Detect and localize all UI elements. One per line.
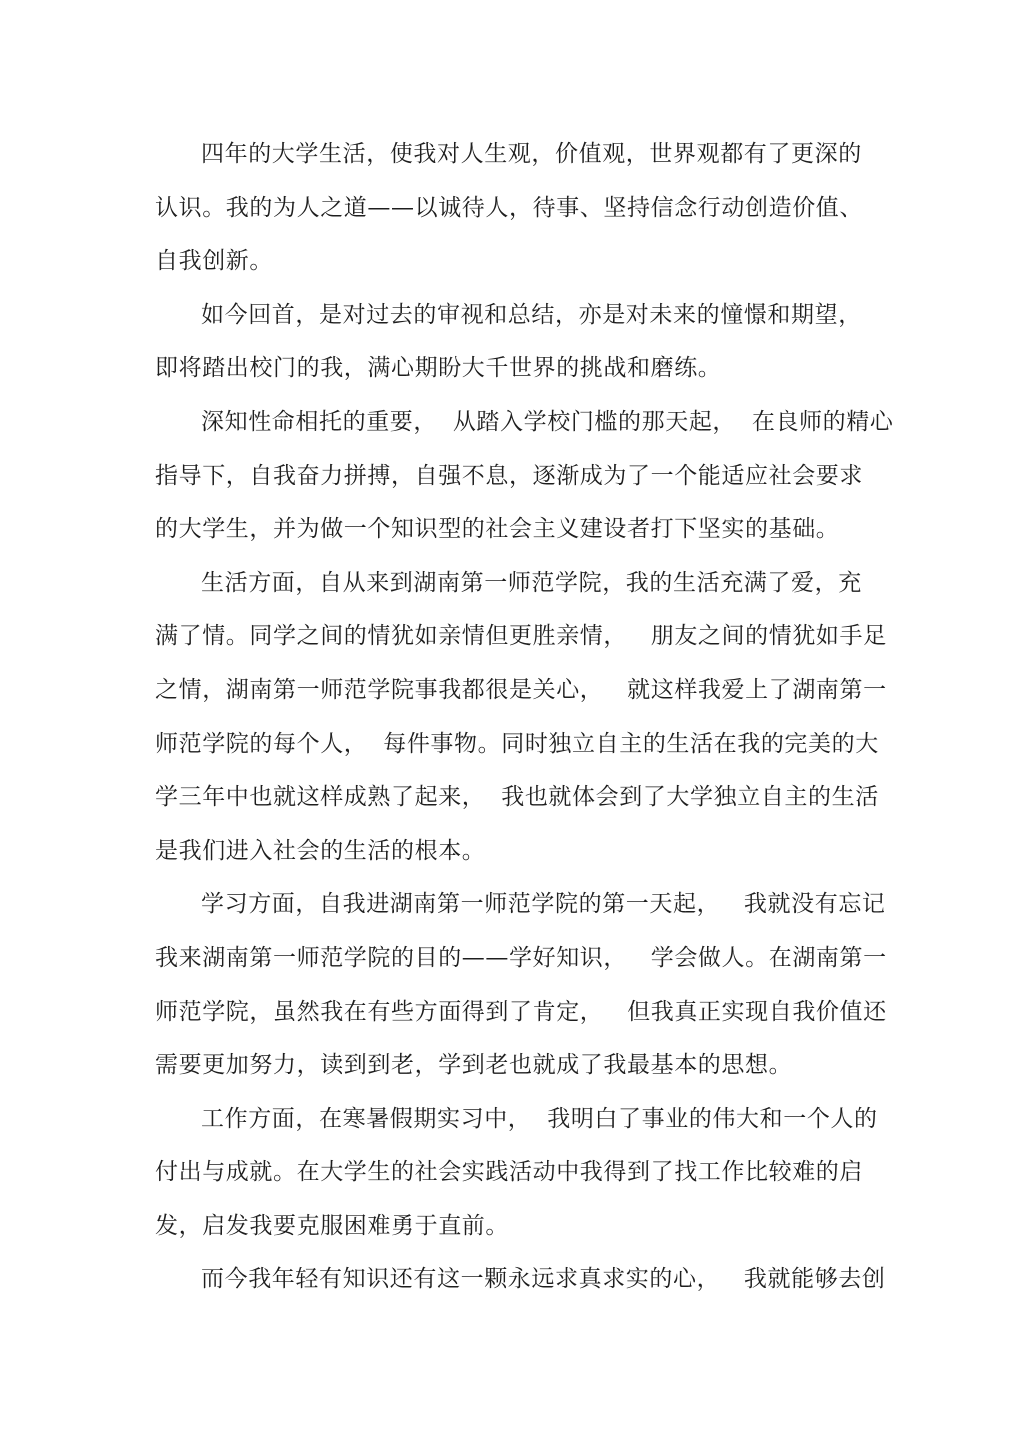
text-line: 如今回首，是对过去的审视和总结，亦是对未来的憧憬和期望，: [201, 301, 862, 328]
text-line: 自我创新。: [155, 248, 273, 275]
text-line: 学习方面，自我进湖南第一师范学院的第一天起， 我就没有忘记: [201, 891, 886, 918]
text-line: 之情，湖南第一师范学院事我都很是关心， 就这样我爱上了湖南第一: [155, 676, 887, 703]
text-line: 生活方面，自从来到湖南第一师范学院，我的生活充满了爱，充: [201, 569, 862, 596]
text-line: 而今我年轻有知识还有这一颗永远求真求实的心， 我就能够去创: [201, 1266, 886, 1293]
text-line: 付出与成就。在大学生的社会实践活动中我得到了找工作比较难的启: [155, 1159, 863, 1186]
text-line: 学三年中也就这样成熟了起来， 我也就体会到了大学独立自主的生活: [155, 784, 879, 811]
text-line: 四年的大学生活，使我对人生观，价值观，世界观都有了更深的: [201, 141, 862, 167]
paragraph: [155, 557, 887, 879]
paragraph: [155, 1253, 886, 1307]
document-body: [155, 128, 894, 1307]
paragraph: [155, 1093, 878, 1254]
text-line: 师范学院，虽然我在有些方面得到了肯定， 但我真正实现自我价值还: [155, 998, 887, 1025]
text-line: 深知性命相托的重要， 从踏入学校门槛的那天起， 在良师的精心: [201, 408, 894, 435]
text-line: 工作方面，在寒暑假期实习中， 我明白了事业的伟大和一个人的: [201, 1105, 878, 1132]
text-line: 发，启发我要克服困难勇于直前。: [155, 1212, 509, 1239]
paragraph: [155, 396, 894, 557]
text-line: 需要更加努力，读到到老，学到老也就成了我最基本的思想。: [155, 1052, 793, 1079]
text-line: 指导下，自我奋力拼搏，自强不息，逐渐成为了一个能适应社会要求: [155, 462, 863, 489]
text-line: 认识。我的为人之道——以诚待人，待事、坚持信念行动创造价值、: [155, 194, 863, 221]
text-line: 满了情。同学之间的情犹如亲情但更胜亲情， 朋友之间的情犹如手足: [155, 623, 887, 650]
text-line: 是我们进入社会的生活的根本。: [155, 837, 486, 864]
paragraph: [155, 128, 875, 289]
text-line: 我来湖南第一师范学院的目的——学好知识， 学会做人。在湖南第一: [155, 944, 887, 971]
text-line: 师范学院的每个人， 每件事物。同时独立自主的生活在我的完美的大: [155, 730, 879, 757]
paragraph: [155, 289, 875, 396]
text-line: 的大学生，并为做一个知识型的社会主义建设者打下坚实的基础。: [155, 516, 840, 543]
text-line: 即将踏出校门的我，满心期盼大千世界的挑战和磨练。: [155, 355, 722, 382]
paragraph: [155, 878, 887, 1092]
